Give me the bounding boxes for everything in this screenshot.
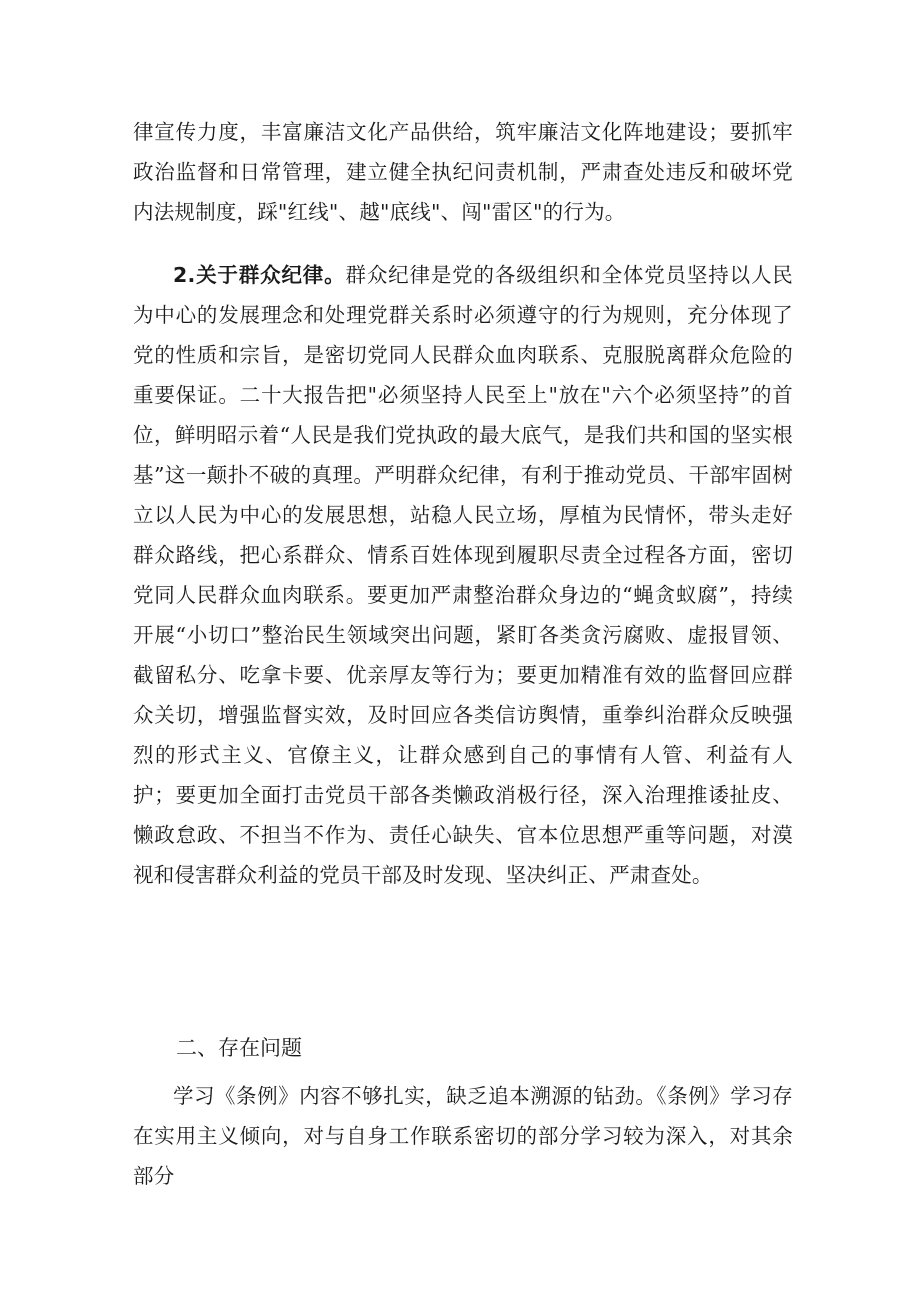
section-heading-problems: 二、存在问题 — [176, 1036, 302, 1060]
paragraph-lead-title: 2.关于群众纪律。 — [173, 263, 346, 287]
paragraph-mass-discipline — [133, 255, 793, 895]
paragraph-study-problems: 学习《条例》内容不够扎实，缺乏追本溯源的钻劲。《条例》学习存在实用主义倾向，对与自身工作联系密切的部分学习较为深入，对其余部分 — [133, 1084, 793, 1188]
paragraph-discipline-promotion: 律宣传力度，丰富廉洁文化产品供给，筑牢廉洁文化阵地建设；要抓牢政治监督和日常管理，建立健全执纪问责机制，严肃查处违反和破坏党内法规制度，踩"红线"、越"底线"、闯"雷区"的行为。 — [133, 120, 793, 224]
paragraph-body-text: 群众纪律是党的各级组织和全体党员坚持以人民为中心的发展理念和处理党群关系时必须遵守的行为规则，充分体现了党的性质和宗旨，是密切党同人民群众血肉联系、克服脱离群众危险的重要保证。二十大报告把"必须坚持人民至上"放在"六个必须坚持”的首位，鲜明昭示着“人民是我们党执政的最大底气，是我们共和国的坚实根基”这一颠扑不破的真理。严明群众纪律，有利于推动党员、干部牢固树立以人民为中心的发展思想，站稳人民立场，厚植为民情怀，带头走好群众路线，把心系群众、情系百姓体现到履职尽责全过程各方面，密切党同人民群众血肉联系。要更加严肃整治群众身边的“蝇贪蚁腐”，持续开展“小切口”整治民生领域突出问题，紧盯各类贪污腐败、虚报冒领、截留私分、吃拿卡要、优亲厚友等行为；要更加精准有效的监督回应群众关切，增强监督实效，及时回应各类信访舆情，重拳纠治群众反映强烈的形式主义、官僚主义，让群众感到自己的事情有人管、利益有人护；要更加全面打击党员干部各类懒政消极行径，深入治理推诿扯皮、懒政怠政、不担当不作为、责任心缺失、官本位思想严重等问题，对漠视和侵害群众利益的党员干部及时发现、坚决纠正、严肃查处。 — [133, 263, 793, 887]
